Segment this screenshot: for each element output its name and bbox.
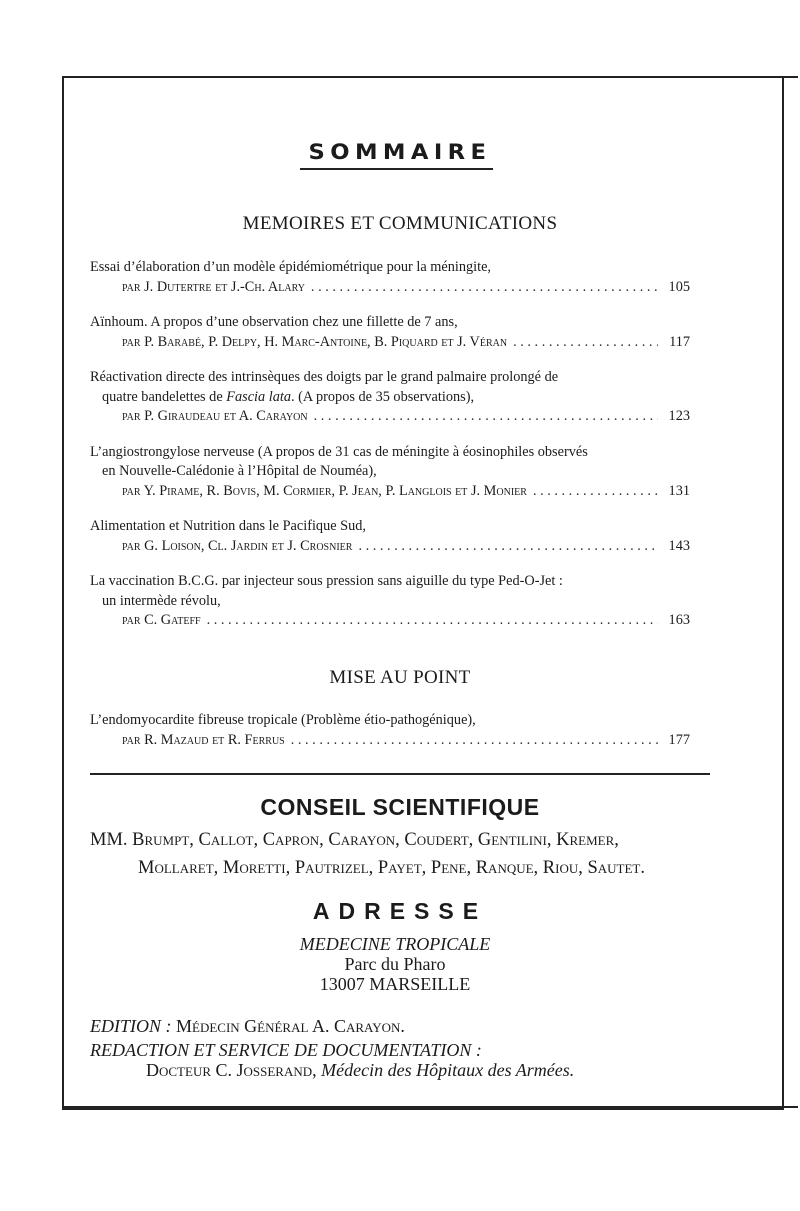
entry-author-row	[90, 333, 690, 353]
entry-page: 105	[668, 278, 690, 295]
toc-entry	[90, 258, 690, 297]
entry-title: Essai d’élaboration d’un modèle épidémiométrique pour la méningite,	[90, 259, 491, 275]
leader-dots	[291, 731, 658, 751]
edition-label: EDITION :	[90, 1016, 172, 1036]
leader-dots	[513, 333, 658, 353]
entry-authors: par R. Mazaud et R. Ferrus	[122, 731, 285, 748]
entry-authors: par J. Dutertre et J.-Ch. Alary	[122, 278, 305, 295]
redaction-role: Médecin des Hôpitaux des Armées.	[321, 1060, 575, 1080]
entry-author-row	[90, 611, 690, 631]
section-title-mise-au-point: MISE AU POINT	[329, 667, 471, 688]
conseil-members-line-1: MM. Brumpt, Callot, Capron, Carayon, Coudert, Gentilini, Kremer,	[90, 830, 619, 850]
entry-author-row	[90, 482, 690, 502]
address-street: Parc du Pharo	[344, 954, 446, 974]
toc-entry	[90, 443, 690, 502]
entry-author-row	[90, 537, 690, 557]
adresse-title: ADRESSE	[312, 898, 488, 924]
edition-line	[90, 1016, 405, 1037]
redaction-line	[146, 1060, 574, 1081]
entry-authors: par Y. Pirame, R. Bovis, M. Cormier, P. Jean, P. Langlois et J. Monier	[122, 482, 527, 499]
toc-entry	[90, 572, 690, 631]
entry-page: 117	[669, 333, 690, 350]
edition-value: Médecin Général A. Carayon.	[176, 1016, 405, 1036]
entry-title-continued: un intermède révolu,	[102, 592, 221, 609]
conseil-title: CONSEIL SCIENTIFIQUE	[260, 794, 540, 820]
entry-author-row	[90, 731, 690, 751]
entry-author-row	[90, 278, 690, 298]
entry-title-continued	[90, 388, 690, 408]
entry-title: Alimentation et Nutrition dans le Pacifique Sud,	[90, 518, 366, 534]
entry-authors: par P. Barabé, P. Delpy, H. Marc-Antoine, B. Piquard et J. Véran	[122, 333, 508, 350]
toc-entry	[90, 368, 690, 427]
toc-entry	[90, 517, 690, 556]
entry-page: 163	[668, 612, 690, 628]
leader-dots	[207, 611, 658, 631]
entry-title: Réactivation directe des intrinsèques des doigts par le grand palmaire prolongé de	[90, 369, 559, 385]
entry-title: L’angiostrongylose nerveuse (A propos de 31 cas de méningite à éosinophiles observés	[90, 443, 588, 460]
entry-title-part: . (A propos de 35 observations),	[290, 388, 475, 405]
entry-authors: par G. Loison, Cl. Jardin et J. Crosnier	[122, 537, 353, 554]
address-city: 13007 MARSEILLE	[319, 974, 471, 994]
entry-title-part: quatre bandelettes de	[102, 388, 227, 405]
entry-title: Aïnhoum. A propos d’une observation chez une fillette de 7 ans,	[90, 314, 458, 330]
entry-title: La vaccination B.C.G. par injecteur sous pression sans aiguille du type Ped-O-Jet :	[90, 573, 563, 589]
leader-dots	[314, 407, 658, 427]
entry-page: 143	[668, 537, 690, 554]
entry-page: 177	[668, 731, 690, 748]
redaction-label: REDACTION ET SERVICE DE DOCUMENTATION :	[90, 1040, 482, 1060]
toc-entry	[90, 313, 690, 352]
page-title: SOMMAIRE	[308, 140, 492, 164]
entry-authors: par C. Gateff	[122, 612, 201, 628]
journal-name: MEDECINE TROPICALE	[299, 934, 491, 954]
entry-page: 123	[668, 408, 690, 424]
entry-author-row	[90, 407, 690, 427]
toc-entry	[90, 711, 690, 750]
entry-authors: par P. Giraudeau et A. Carayon	[122, 408, 308, 424]
entry-title-continued: en Nouvelle-Calédonie à l’Hôpital de Nouméa),	[102, 463, 377, 479]
leader-dots	[358, 537, 658, 557]
conseil-members-line-2: Mollaret, Moretti, Pautrizel, Payet, Pene, Ranque, Riou, Sautet.	[138, 858, 646, 878]
leader-dots	[533, 482, 658, 502]
mise-au-point-list	[90, 711, 690, 766]
leader-dots	[311, 278, 658, 298]
title-underline	[300, 168, 493, 170]
entry-title-italic: Fascia lata	[226, 388, 291, 405]
memoires-list	[90, 258, 690, 647]
entry-page: 131	[668, 482, 690, 499]
redaction-name: Docteur C. Josserand,	[146, 1060, 317, 1080]
section-title-memoires: MEMOIRES ET COMMUNICATIONS	[242, 213, 558, 234]
frame-bottom-rule	[62, 1106, 798, 1108]
section-divider	[90, 773, 710, 775]
entry-title: L’endomyocardite fibreuse tropicale (Problème étio-pathogénique),	[90, 712, 476, 728]
